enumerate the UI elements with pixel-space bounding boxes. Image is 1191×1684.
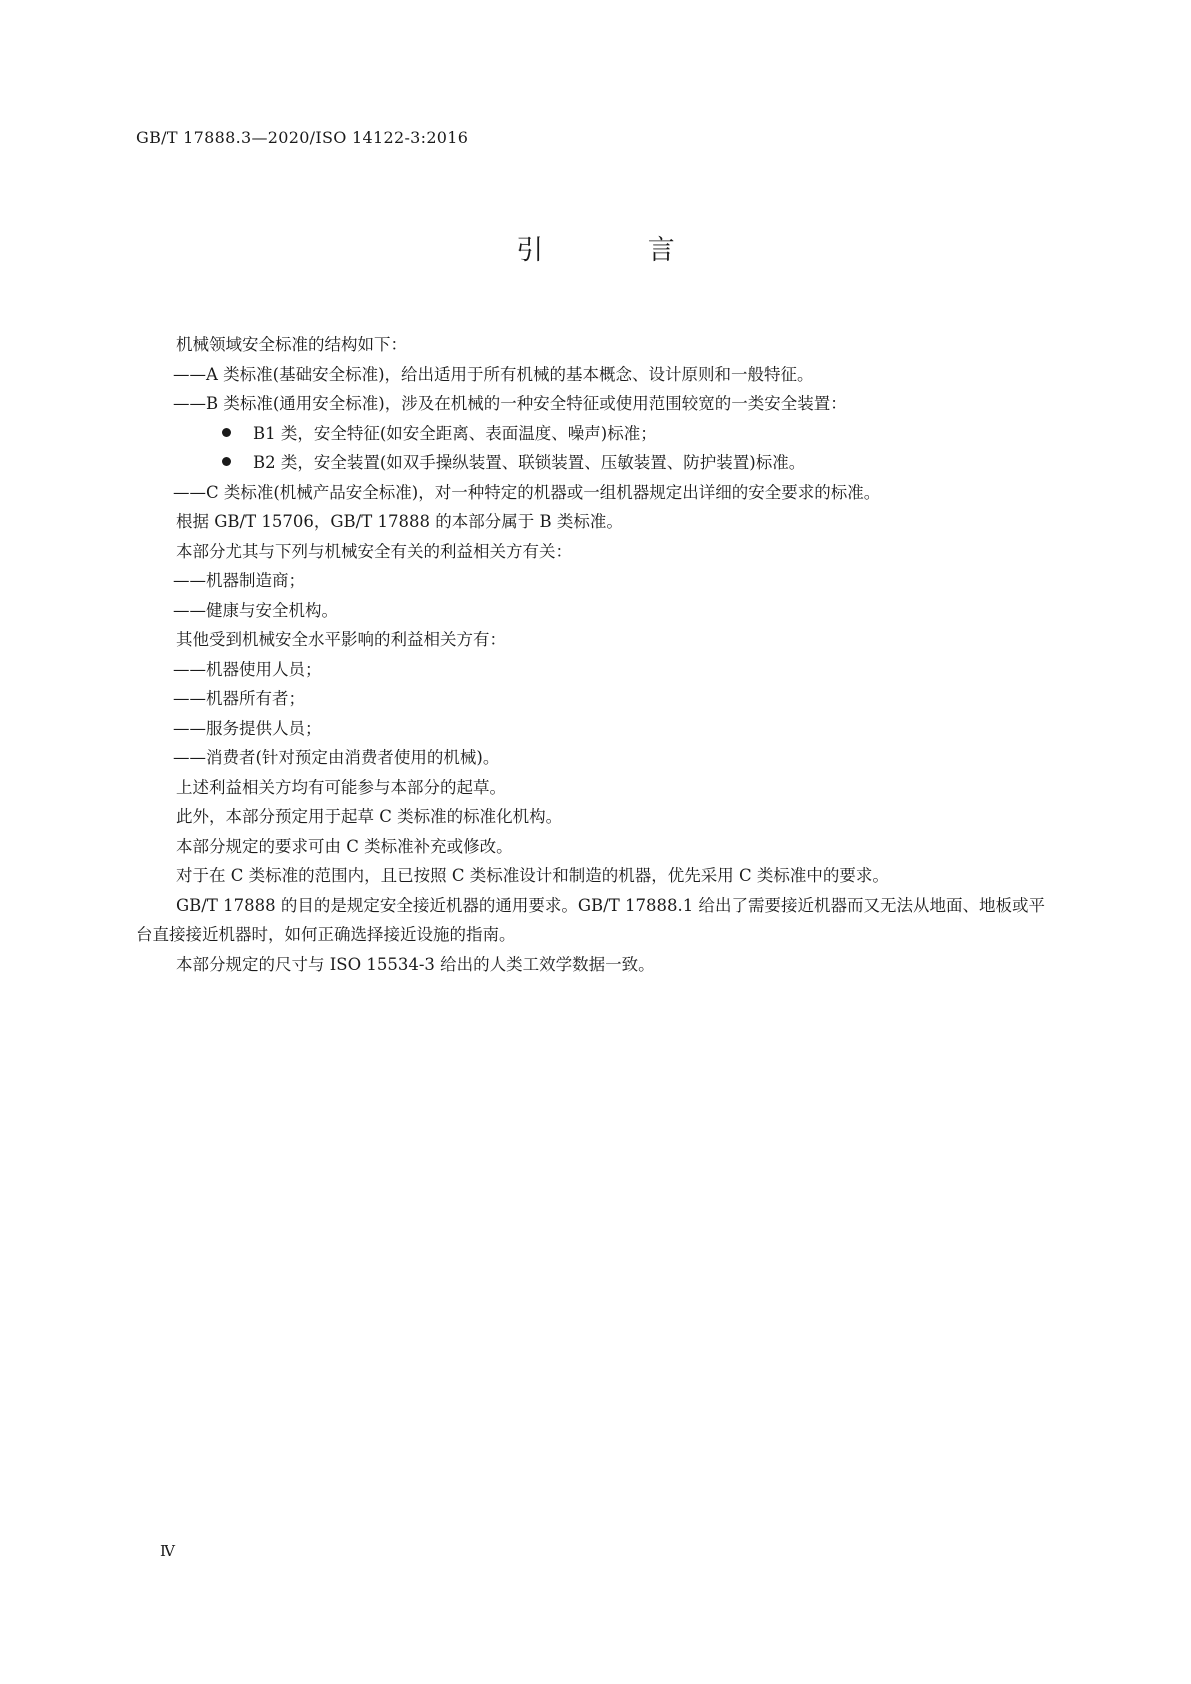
dash-item: ——机器所有者；	[173, 689, 305, 708]
paragraph: 对于在 C 类标准的范围内，且已按照 C 类标准设计和制造的机器，优先采用 C 类标准中的要求。	[176, 866, 889, 885]
paragraph: 此外，本部分预定用于起草 C 类标准的标准化机构。	[176, 807, 563, 826]
dash-item: ——健康与安全机构。	[173, 600, 338, 620]
page-title: 引 言	[516, 235, 723, 266]
dash-item: ——机器使用人员；	[173, 659, 322, 679]
paragraph: 本部分规定的要求可由 C 类标准补充或修改。	[176, 836, 513, 856]
dash-item: ——机器制造商；	[173, 571, 305, 590]
paragraph: 机械领域安全标准的结构如下：	[176, 335, 407, 354]
paragraph: 上述利益相关方均有可能参与本部分的起草。	[176, 777, 506, 797]
bullet-icon	[222, 457, 231, 466]
bullet-item	[176, 419, 1056, 449]
dash-item: ——B 类标准(通用安全标准)，涉及在机械的一种安全特征或使用范围较宽的一类安全装置：	[173, 394, 847, 413]
bullet-icon	[222, 428, 231, 437]
paragraph: 根据 GB/T 15706，GB/T 17888 的本部分属于 B 类标准。	[176, 512, 623, 531]
bullet-text: B2 类，安全装置(如双手操纵装置、联锁装置、压敏装置、防护装置)标准。	[253, 453, 806, 472]
dash-item: ——消费者(针对预定由消费者使用的机械)。	[173, 748, 500, 767]
paragraph: 本部分尤其与下列与机械安全有关的利益相关方有关：	[176, 541, 572, 561]
bullet-text: B1 类，安全特征(如安全距离、表面温度、噪声)标准；	[253, 423, 657, 443]
introduction-body	[136, 330, 1056, 979]
standard-code: GB/T 17888.3—2020/ISO 14122-3:2016	[136, 128, 469, 147]
paragraph: GB/T 17888 的目的是规定安全接近机器的通用要求。GB/T 17888.1 给出了需要接近机器而又无法从地面、地板或平台直接接近机器时，如何正确选择接近设施的指南。	[136, 895, 1045, 944]
paragraph: 本部分规定的尺寸与 ISO 15534-3 给出的人类工效学数据一致。	[176, 954, 655, 974]
paragraph: 其他受到机械安全水平影响的利益相关方有：	[176, 630, 506, 649]
dash-item: ——服务提供人员；	[173, 718, 322, 738]
dash-item: ——C 类标准(机械产品安全标准)，对一种特定的机器或一组机器规定出详细的安全要求的标准。	[173, 482, 881, 502]
dash-item: ——A 类标准(基础安全标准)，给出适用于所有机械的基本概念、设计原则和一般特征。	[173, 364, 814, 384]
bullet-item	[176, 448, 1056, 478]
page-number: Ⅳ	[160, 1542, 175, 1560]
